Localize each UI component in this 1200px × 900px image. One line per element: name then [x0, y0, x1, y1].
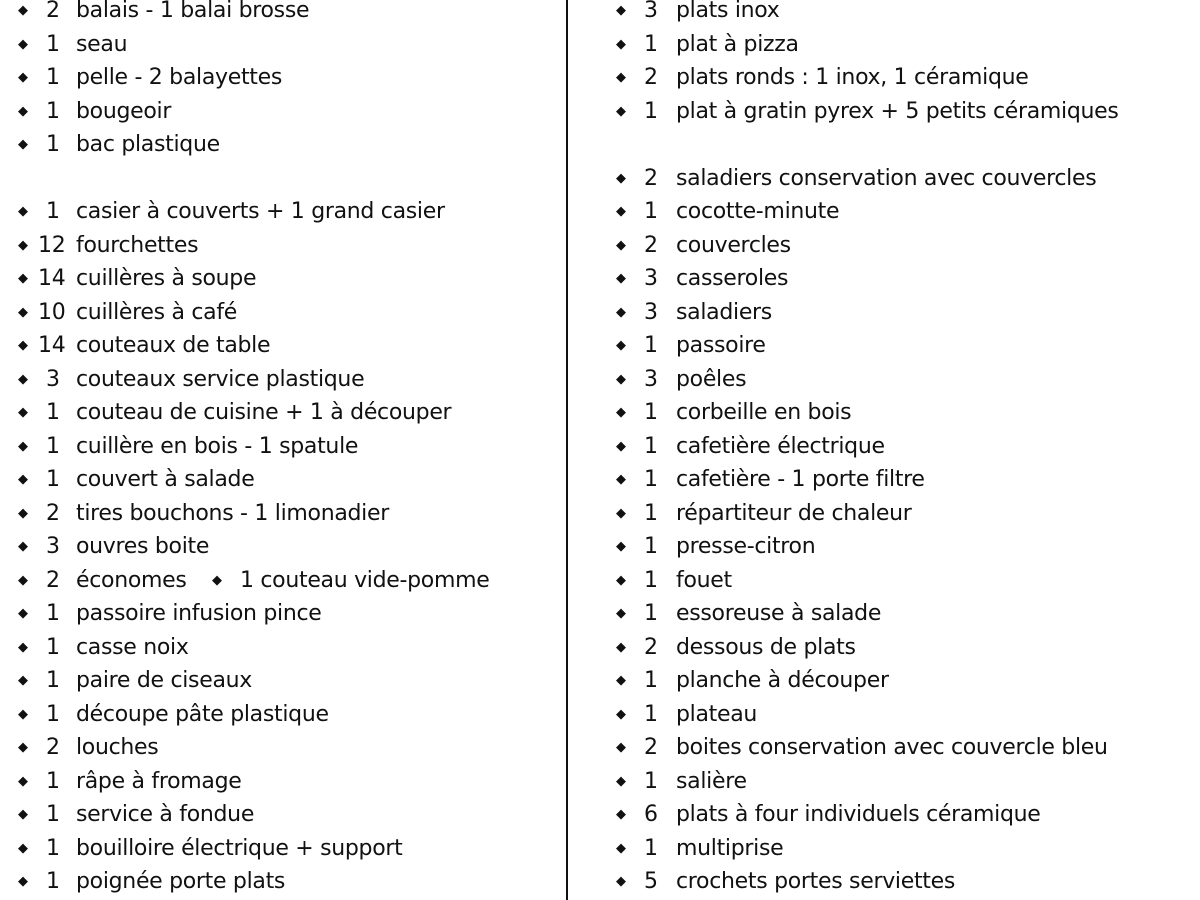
item-quantity: 1 — [644, 534, 658, 559]
diamond-bullet-icon: ◆ — [18, 137, 28, 152]
item-quantity: 1 — [644, 567, 658, 593]
item-label: saladiers conservation avec couvercles — [676, 165, 1097, 191]
item-quantity: 3 — [46, 366, 60, 392]
diamond-bullet-icon: ◆ — [616, 539, 626, 554]
item-label: casier à couverts + 1 grand casier — [76, 199, 445, 224]
item-quantity: 14 — [38, 333, 66, 358]
diamond-bullet-icon: ◆ — [616, 639, 626, 655]
diamond-bullet-icon: ◆ — [616, 170, 626, 186]
diamond-bullet-icon: ◆ — [616, 3, 626, 18]
diamond-bullet-icon: ◆ — [616, 740, 626, 755]
diamond-bullet-icon: ◆ — [18, 304, 28, 320]
item-quantity: 1 — [644, 835, 658, 861]
item-quantity: 10 — [38, 299, 66, 325]
diamond-bullet-icon: ◆ — [212, 572, 222, 588]
item-label: seau — [76, 31, 128, 57]
item-quantity: 2 — [644, 232, 658, 258]
item-label: poignée porte plats — [76, 869, 286, 894]
item-quantity: 1 — [644, 701, 658, 727]
item-quantity: 2 — [46, 500, 60, 526]
item-label: crochets portes serviettes — [676, 869, 956, 894]
diamond-bullet-icon: ◆ — [616, 438, 626, 454]
item-quantity: 2 — [644, 65, 658, 90]
item-label: salière — [676, 768, 747, 794]
item-quantity: 1 — [644, 333, 658, 358]
diamond-bullet-icon: ◆ — [616, 505, 626, 521]
item-quantity: 1 — [46, 869, 60, 894]
diamond-bullet-icon: ◆ — [616, 874, 626, 889]
item-quantity: 1 — [644, 400, 658, 425]
diamond-bullet-icon: ◆ — [18, 740, 28, 755]
item-label: découpe pâte plastique — [76, 701, 329, 727]
item-quantity: 1 — [46, 601, 60, 626]
item-label: plats à four individuels céramique — [676, 802, 1041, 827]
item-label: cuillères à café — [76, 299, 237, 325]
item-quantity: 1 — [46, 31, 60, 57]
diamond-bullet-icon: ◆ — [18, 405, 28, 420]
diamond-bullet-icon: ◆ — [18, 338, 28, 353]
diamond-bullet-icon: ◆ — [616, 572, 626, 588]
item-quantity: 5 — [644, 869, 658, 894]
diamond-bullet-icon: ◆ — [18, 639, 28, 655]
item-quantity: 1 — [644, 98, 658, 124]
item-quantity: 1 — [46, 835, 60, 861]
item-label: plat à gratin pyrex + 5 petits céramiques — [676, 98, 1119, 124]
diamond-bullet-icon: ◆ — [616, 673, 626, 688]
diamond-bullet-icon: ◆ — [616, 706, 626, 722]
item-label: boites conservation avec couvercle bleu — [676, 735, 1108, 760]
diamond-bullet-icon: ◆ — [18, 807, 28, 822]
diamond-bullet-icon: ◆ — [18, 572, 28, 588]
item-label: casseroles — [676, 266, 789, 291]
diamond-bullet-icon: ◆ — [616, 606, 626, 621]
diamond-bullet-icon: ◆ — [616, 840, 626, 856]
diamond-bullet-icon: ◆ — [18, 472, 28, 487]
diamond-bullet-icon: ◆ — [18, 773, 28, 789]
diamond-bullet-icon: ◆ — [616, 36, 626, 52]
item-quantity: 1 — [644, 31, 658, 57]
diamond-bullet-icon: ◆ — [18, 539, 28, 554]
item-quantity: 3 — [644, 366, 658, 392]
item-label: dessous de plats — [676, 634, 856, 660]
diamond-bullet-icon: ◆ — [616, 338, 626, 353]
item-label: bougeoir — [76, 98, 172, 124]
item-quantity: 1 — [644, 199, 658, 224]
item-label: ouvres boite — [76, 534, 210, 559]
diamond-bullet-icon: ◆ — [616, 204, 626, 219]
item-label: plateau — [676, 701, 758, 727]
item-label: plat à pizza — [676, 31, 799, 57]
item-quantity: 1 — [644, 467, 658, 492]
diamond-bullet-icon: ◆ — [18, 371, 28, 387]
item-label: couvert à salade — [76, 467, 255, 492]
item-quantity: 3 — [46, 534, 60, 559]
diamond-bullet-icon: ◆ — [616, 103, 626, 119]
diamond-bullet-icon: ◆ — [18, 237, 28, 253]
item-label: couteau de cuisine + 1 à découper — [76, 400, 452, 425]
diamond-bullet-icon: ◆ — [616, 371, 626, 387]
item-label: planche à découper — [676, 668, 889, 693]
item-quantity: 1 — [644, 601, 658, 626]
diamond-bullet-icon: ◆ — [18, 271, 28, 286]
diamond-bullet-icon: ◆ — [18, 874, 28, 889]
item-extra-label: 1 couteau vide-pomme — [240, 567, 490, 593]
item-quantity: 1 — [46, 98, 60, 124]
item-label: cafetière - 1 porte filtre — [676, 467, 925, 492]
item-quantity: 1 — [644, 433, 658, 459]
item-label: cafetière électrique — [676, 433, 885, 459]
item-label: casse noix — [76, 634, 189, 660]
diamond-bullet-icon: ◆ — [616, 304, 626, 320]
item-quantity: 2 — [644, 634, 658, 660]
diamond-bullet-icon: ◆ — [616, 70, 626, 85]
item-quantity: 6 — [644, 802, 658, 827]
item-quantity: 3 — [644, 0, 658, 23]
diamond-bullet-icon: ◆ — [18, 840, 28, 856]
item-label: fouet — [676, 567, 732, 593]
diamond-bullet-icon: ◆ — [616, 472, 626, 487]
diamond-bullet-icon: ◆ — [18, 706, 28, 722]
diamond-bullet-icon: ◆ — [18, 606, 28, 621]
item-quantity: 3 — [644, 299, 658, 325]
item-quantity: 1 — [644, 768, 658, 794]
item-quantity: 14 — [38, 266, 66, 291]
item-label: balais - 1 balai brosse — [76, 0, 310, 23]
item-label: couteaux service plastique — [76, 366, 365, 392]
diamond-bullet-icon: ◆ — [616, 271, 626, 286]
item-label: bouilloire électrique + support — [76, 835, 403, 861]
item-quantity: 2 — [46, 735, 60, 760]
diamond-bullet-icon: ◆ — [616, 405, 626, 420]
diamond-bullet-icon: ◆ — [18, 673, 28, 688]
item-quantity: 1 — [46, 802, 60, 827]
diamond-bullet-icon: ◆ — [616, 773, 626, 789]
item-label: paire de ciseaux — [76, 668, 252, 693]
item-label: bac plastique — [76, 132, 220, 157]
item-label: cuillère en bois - 1 spatule — [76, 433, 359, 459]
item-label: poêles — [676, 366, 747, 392]
item-quantity: 2 — [46, 567, 60, 593]
item-label: râpe à fromage — [76, 768, 242, 794]
item-label: cuillères à soupe — [76, 266, 257, 291]
item-quantity: 1 — [46, 400, 60, 425]
diamond-bullet-icon: ◆ — [18, 438, 28, 454]
item-quantity: 3 — [644, 266, 658, 291]
diamond-bullet-icon: ◆ — [18, 204, 28, 219]
item-label: essoreuse à salade — [676, 601, 882, 626]
item-label: tires bouchons - 1 limonadier — [76, 500, 389, 526]
diamond-bullet-icon: ◆ — [616, 237, 626, 253]
diamond-bullet-icon: ◆ — [18, 36, 28, 52]
item-label: saladiers — [676, 299, 772, 325]
item-quantity: 1 — [46, 132, 60, 157]
item-quantity: 1 — [46, 768, 60, 794]
diamond-bullet-icon: ◆ — [18, 3, 28, 18]
item-quantity: 12 — [38, 232, 66, 258]
item-quantity: 2 — [644, 165, 658, 191]
item-label: passoire — [676, 333, 766, 358]
item-quantity: 1 — [46, 433, 60, 459]
diamond-bullet-icon: ◆ — [18, 70, 28, 85]
column-divider — [566, 0, 568, 900]
item-label: fourchettes — [76, 232, 199, 258]
item-quantity: 1 — [46, 668, 60, 693]
diamond-bullet-icon: ◆ — [18, 505, 28, 521]
item-label: répartiteur de chaleur — [676, 500, 912, 526]
item-label: service à fondue — [76, 802, 255, 827]
item-label: pelle - 2 balayettes — [76, 65, 283, 90]
item-label: cocotte-minute — [676, 199, 840, 224]
item-quantity: 1 — [644, 500, 658, 526]
diamond-bullet-icon: ◆ — [616, 807, 626, 822]
item-label: plats ronds : 1 inox, 1 céramique — [676, 65, 1029, 90]
item-quantity: 2 — [46, 0, 60, 23]
item-label: couteaux de table — [76, 333, 271, 358]
item-label: économes — [76, 567, 187, 593]
item-quantity: 1 — [46, 199, 60, 224]
item-label: plats inox — [676, 0, 780, 23]
item-label: passoire infusion pince — [76, 601, 322, 626]
item-quantity: 1 — [644, 668, 658, 693]
item-label: couvercles — [676, 232, 791, 258]
item-label: corbeille en bois — [676, 400, 852, 425]
item-quantity: 2 — [644, 735, 658, 760]
item-label: louches — [76, 735, 159, 760]
item-quantity: 1 — [46, 701, 60, 727]
diamond-bullet-icon: ◆ — [18, 103, 28, 119]
item-quantity: 1 — [46, 65, 60, 90]
item-quantity: 1 — [46, 467, 60, 492]
item-label: multiprise — [676, 835, 784, 861]
item-quantity: 1 — [46, 634, 60, 660]
item-label: presse-citron — [676, 534, 816, 559]
